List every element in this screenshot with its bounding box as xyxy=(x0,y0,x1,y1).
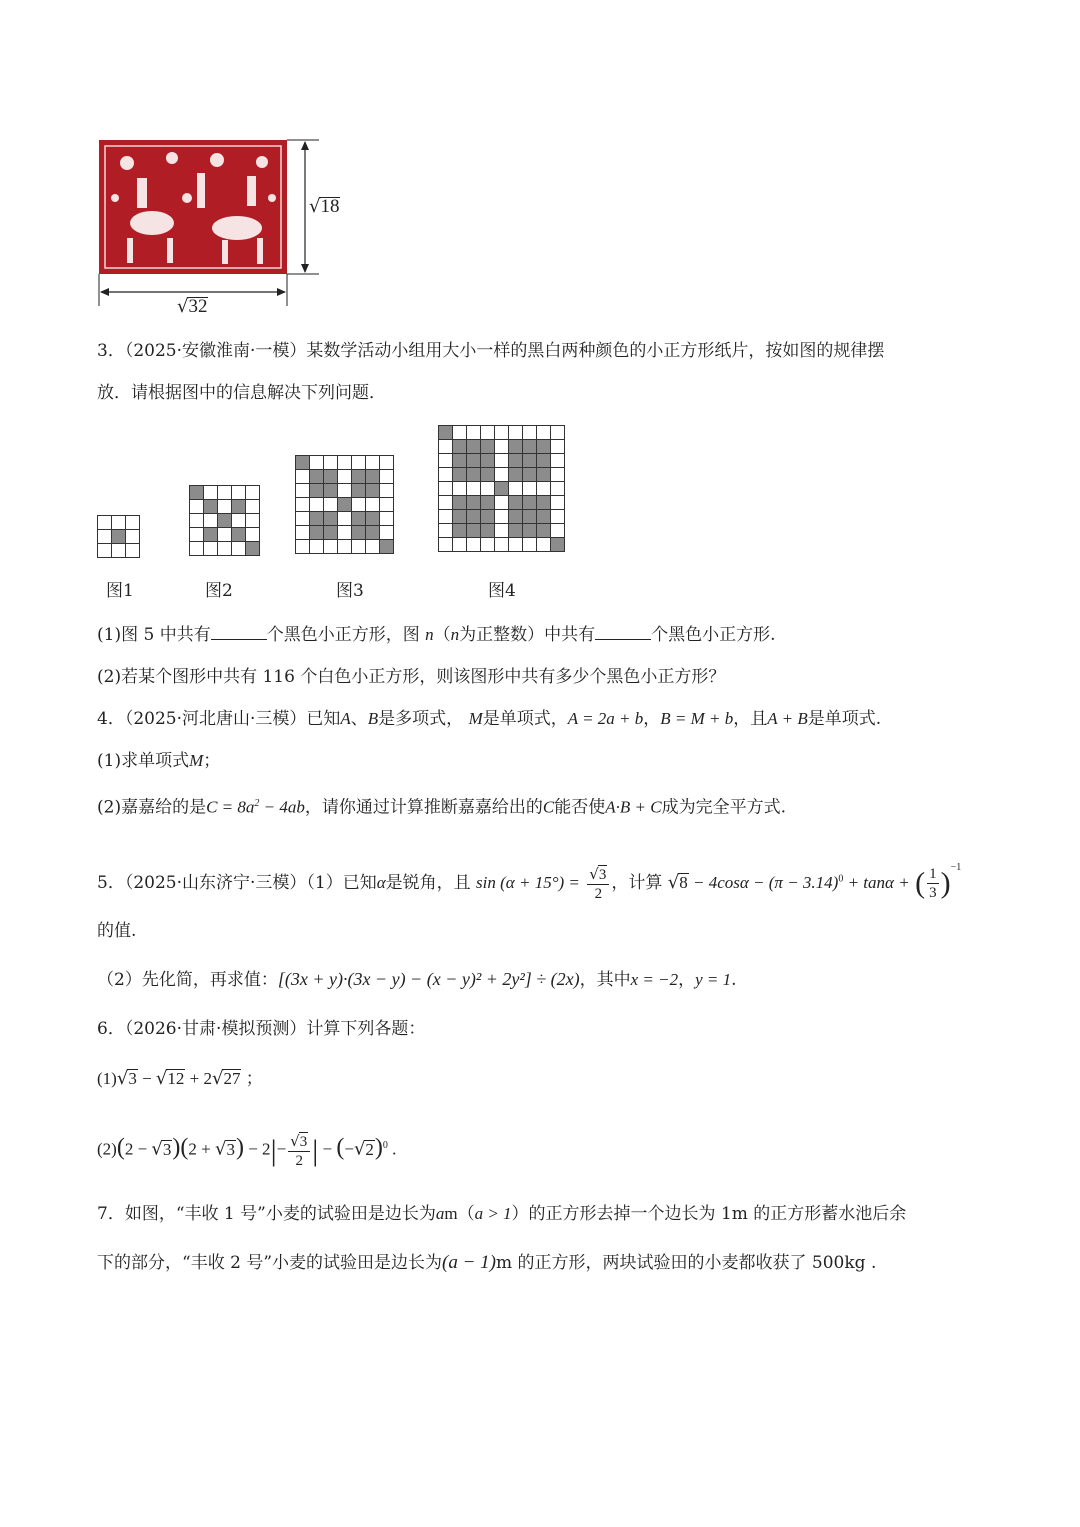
width-label: √32 xyxy=(177,296,208,317)
black-square xyxy=(537,524,551,538)
q3-part2: (2)若某个图形中共有 116 个白色小正方形，则该图形中共有多少个黑色小正方形？ xyxy=(97,667,726,687)
white-square xyxy=(310,456,324,470)
q4-part1: (1)求单项式M； xyxy=(97,751,221,771)
white-square xyxy=(246,500,260,514)
white-square xyxy=(453,538,467,552)
white-square xyxy=(537,426,551,440)
black-square xyxy=(481,440,495,454)
white-square xyxy=(537,482,551,496)
q4-part2: (2)嘉嘉给的是$C = 8a^2 - 4ab$，请你通过计算推断嘉嘉给出的C能否使A·B + C成为完全平方式. xyxy=(97,797,786,818)
black-square xyxy=(324,526,338,540)
white-square xyxy=(495,538,509,552)
black-square xyxy=(366,526,380,540)
white-square xyxy=(481,538,495,552)
black-square xyxy=(453,468,467,482)
white-square xyxy=(439,468,453,482)
white-square xyxy=(439,496,453,510)
white-square xyxy=(296,526,310,540)
black-square xyxy=(523,440,537,454)
white-square xyxy=(338,470,352,484)
black-square xyxy=(551,538,565,552)
black-square xyxy=(467,524,481,538)
black-square xyxy=(352,470,366,484)
papercut-svg xyxy=(97,138,357,328)
q7-line1: 7．如图，“丰收 1 号”小麦的试验田是边长为am（a > 1）的正方形去掉一个边长为 1m 的正方形蓄水池后余 xyxy=(97,1204,907,1224)
black-square xyxy=(190,486,204,500)
pattern-figure-4 xyxy=(438,425,565,552)
white-square xyxy=(439,440,453,454)
white-square xyxy=(232,486,246,500)
white-square xyxy=(495,496,509,510)
white-square xyxy=(551,524,565,538)
white-square xyxy=(310,540,324,554)
white-square xyxy=(366,540,380,554)
white-square xyxy=(509,426,523,440)
white-square xyxy=(98,530,112,544)
white-square xyxy=(453,426,467,440)
black-square xyxy=(467,440,481,454)
white-square xyxy=(523,426,537,440)
figure-label-4: 图4 xyxy=(488,581,516,601)
white-square xyxy=(551,468,565,482)
black-square xyxy=(509,468,523,482)
white-square xyxy=(204,542,218,556)
black-square xyxy=(246,542,260,556)
black-square xyxy=(232,528,246,542)
white-square xyxy=(551,440,565,454)
white-square xyxy=(551,426,565,440)
white-square xyxy=(296,512,310,526)
white-square xyxy=(324,498,338,512)
white-square xyxy=(380,498,394,512)
white-square xyxy=(338,526,352,540)
black-square xyxy=(523,496,537,510)
white-square xyxy=(190,500,204,514)
white-square xyxy=(551,454,565,468)
white-square xyxy=(495,426,509,440)
black-square xyxy=(453,510,467,524)
white-square xyxy=(296,484,310,498)
white-square xyxy=(352,456,366,470)
white-square xyxy=(439,538,453,552)
black-square xyxy=(366,484,380,498)
white-square xyxy=(98,544,112,558)
black-square xyxy=(204,528,218,542)
black-square xyxy=(112,530,126,544)
answer-blank-1[interactable] xyxy=(211,623,267,640)
black-square xyxy=(523,454,537,468)
white-square xyxy=(218,528,232,542)
black-square xyxy=(204,500,218,514)
white-square xyxy=(551,496,565,510)
black-square xyxy=(380,540,394,554)
white-square xyxy=(467,426,481,440)
white-square xyxy=(439,454,453,468)
white-square xyxy=(352,540,366,554)
white-square xyxy=(439,524,453,538)
white-square xyxy=(523,538,537,552)
black-square xyxy=(509,454,523,468)
white-square xyxy=(126,530,140,544)
white-square xyxy=(338,484,352,498)
q5-line2: 的值. xyxy=(97,921,137,941)
black-square xyxy=(310,512,324,526)
white-square xyxy=(495,440,509,454)
white-square xyxy=(324,540,338,554)
white-square xyxy=(296,498,310,512)
figure-label-3: 图3 xyxy=(336,581,364,601)
black-square xyxy=(481,524,495,538)
white-square xyxy=(296,470,310,484)
black-square xyxy=(509,510,523,524)
black-square xyxy=(352,512,366,526)
sqrt3-over-2: $\frac{√3}{2}$ xyxy=(587,865,609,903)
white-square xyxy=(246,514,260,528)
black-square xyxy=(537,454,551,468)
black-square xyxy=(366,512,380,526)
q3-line2: 放．请根据图中的信息解决下列问题． xyxy=(97,383,386,403)
white-square xyxy=(190,542,204,556)
pattern-figure-2 xyxy=(189,485,260,556)
white-square xyxy=(551,510,565,524)
white-square xyxy=(338,512,352,526)
white-square xyxy=(439,482,453,496)
q6-intro: 6．（2026·甘肃·模拟预测）计算下列各题： xyxy=(97,1019,426,1039)
black-square xyxy=(537,440,551,454)
white-square xyxy=(112,544,126,558)
white-square xyxy=(481,426,495,440)
black-square xyxy=(467,496,481,510)
black-square xyxy=(467,468,481,482)
black-square xyxy=(523,468,537,482)
white-square xyxy=(380,484,394,498)
black-square xyxy=(324,484,338,498)
black-square xyxy=(537,510,551,524)
white-square xyxy=(495,454,509,468)
black-square xyxy=(324,470,338,484)
white-square xyxy=(352,498,366,512)
black-square xyxy=(310,484,324,498)
answer-blank-2[interactable] xyxy=(595,623,651,640)
black-square xyxy=(481,454,495,468)
white-square xyxy=(495,468,509,482)
black-square xyxy=(509,440,523,454)
black-square xyxy=(481,468,495,482)
pattern-figure-3 xyxy=(295,455,394,554)
black-square xyxy=(310,470,324,484)
q5-intro: 5．（2025·山东济宁·三模）（1）已知α是锐角，且 sin (α + 15°) = $\frac{√3}{2}$ ，计算 $√8 - 4\cos\alpha - (\pi - 3.14)^0 + \tan\alpha$ + ( $\frac{1}{3}$ )$^{-1}$ xyxy=(97,862,962,902)
white-square xyxy=(126,516,140,530)
q5-part2: （2）先化简，再求值：[(3x + y)·(3x − y) − (x − y)² + 2y²] ÷ (2x)，其中x = −2，y = 1. xyxy=(97,969,737,990)
white-square xyxy=(232,514,246,528)
white-square xyxy=(310,498,324,512)
white-square xyxy=(509,482,523,496)
white-square xyxy=(218,500,232,514)
black-square xyxy=(509,496,523,510)
black-square xyxy=(366,470,380,484)
white-square xyxy=(190,514,204,528)
black-square xyxy=(232,500,246,514)
q4-intro: 4．（2025·河北唐山·三模）已知A、B是多项式， M是单项式，A = 2a + b，B = M + b，且A + B是单项式. xyxy=(97,709,882,729)
white-square xyxy=(380,512,394,526)
black-square xyxy=(338,498,352,512)
white-square xyxy=(551,482,565,496)
white-square xyxy=(523,482,537,496)
white-square xyxy=(246,486,260,500)
papercut-figure xyxy=(97,138,357,328)
figure-label-2: 图2 xyxy=(205,581,233,601)
white-square xyxy=(338,456,352,470)
black-square xyxy=(453,454,467,468)
white-square xyxy=(218,486,232,500)
white-square xyxy=(380,526,394,540)
black-square xyxy=(537,496,551,510)
white-square xyxy=(495,510,509,524)
black-square xyxy=(453,440,467,454)
white-square xyxy=(218,542,232,556)
black-square xyxy=(537,468,551,482)
black-square xyxy=(481,496,495,510)
white-square xyxy=(204,514,218,528)
black-square xyxy=(439,426,453,440)
black-square xyxy=(453,524,467,538)
black-square xyxy=(523,524,537,538)
white-square xyxy=(112,516,126,530)
black-square xyxy=(310,526,324,540)
white-square xyxy=(338,540,352,554)
white-square xyxy=(366,456,380,470)
black-square xyxy=(453,496,467,510)
white-square xyxy=(366,498,380,512)
white-square xyxy=(296,540,310,554)
q6-part1: (1)√3 − √12 + 2√27 ； xyxy=(97,1068,263,1089)
black-square xyxy=(495,482,509,496)
white-square xyxy=(453,482,467,496)
white-square xyxy=(98,516,112,530)
white-square xyxy=(481,482,495,496)
white-square xyxy=(246,528,260,542)
height-label: √18 xyxy=(309,196,340,217)
white-square xyxy=(467,482,481,496)
black-square xyxy=(481,510,495,524)
q7-line2: 下的部分，“丰收 2 号”小麦的试验田是边长为(a − 1)m 的正方形，两块试验田的小麦都收获了 500kg . xyxy=(97,1252,877,1273)
pattern-figure-1 xyxy=(97,515,140,558)
q3-part1: (1)图 5 中共有 个黑色小正方形，图 n（n为正整数）中共有 个黑色小正方形. xyxy=(97,625,776,645)
black-square xyxy=(467,454,481,468)
white-square xyxy=(232,542,246,556)
white-square xyxy=(126,544,140,558)
white-square xyxy=(467,538,481,552)
q3-line1: 3．（2025·安徽淮南·一模）某数学活动小组用大小一样的黑白两种颜色的小正方形纸片，按如图的规律摆 xyxy=(97,341,885,361)
white-square xyxy=(537,538,551,552)
black-square xyxy=(352,526,366,540)
white-square xyxy=(495,524,509,538)
black-square xyxy=(296,456,310,470)
white-square xyxy=(190,528,204,542)
white-square xyxy=(380,456,394,470)
white-square xyxy=(204,486,218,500)
white-square xyxy=(509,538,523,552)
black-square xyxy=(467,510,481,524)
black-square xyxy=(509,524,523,538)
black-square xyxy=(218,514,232,528)
white-square xyxy=(380,470,394,484)
white-square xyxy=(324,456,338,470)
black-square xyxy=(352,484,366,498)
white-square xyxy=(439,510,453,524)
figure-label-1: 图1 xyxy=(106,581,134,601)
q6-part2: (2)(2 − √3)(2 + √3) − 2|− $\frac{√3}{2}$ | − $(-√2)^0$ . xyxy=(97,1131,397,1169)
black-square xyxy=(523,510,537,524)
black-square xyxy=(324,512,338,526)
